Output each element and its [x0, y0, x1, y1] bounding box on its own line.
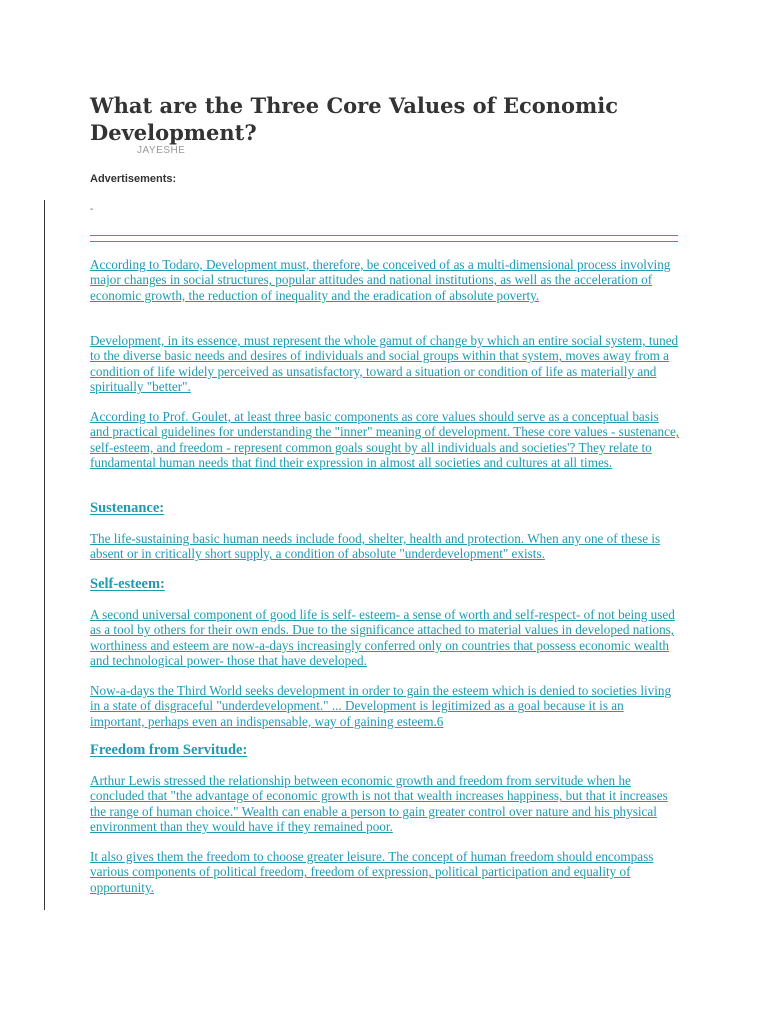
article-title: What are the Three Core Values of Economic Development? — [90, 93, 619, 145]
paragraph-third-world[interactable]: Now-a-days the Third World seeks development in order to gain the esteem which is denied to societies living in a state of disgraceful "underdevelopment." ... Development is legitimized as a goal because it is an important, perhaps even an indispensable, way of gaining esteem.6 — [90, 683, 672, 729]
paragraph-arthur-lewis[interactable]: Arthur Lewis stressed the relationship between economic growth and freedom from servitude when he concluded that "the advantage of economic growth is not that wealth increases happiness, but that it increases the range of human choice." Wealth can enable a person to gain greater control over nature and his physical environment than they would have if they remained poor. — [90, 773, 668, 835]
author-name[interactable]: JAYESHE — [137, 145, 186, 156]
left-margin-rule — [44, 200, 45, 910]
paragraph-todaro[interactable]: According to Todaro, Development must, therefore, be conceived of as a multi-dimensional process involving major changes in social structures, popular attitudes and national institutions, as well as the acceleration of economic growth, the reduction of inequality and the eradication of absolute poverty. — [90, 257, 671, 303]
paragraph-goulet[interactable]: According to Prof. Goulet, at least three basic components as core values should serve as a conceptual basis and practical guidelines for understanding the "inner" meaning of development. These core values - sustenance, self-esteem, and freedom - represent common goals sought by all individuals and societies'? They relate to fundamental human needs that find their expression in almost all societies and cultures at all times. — [90, 409, 680, 471]
heading-freedom[interactable]: Freedom from Servitude: — [90, 742, 248, 758]
paragraph-freedom-leisure[interactable]: It also gives them the freedom to choose greater leisure. The concept of human freedom should encompass various components of political freedom, freedom of expression, political participation and equality of opportunity. — [90, 849, 654, 895]
paragraph-self-esteem[interactable]: A second universal component of good life is self- esteem- a sense of worth and self-respect- of not being used as a tool by others for their own ends. Due to the significance attached to material values in developed nations, worthiness and esteem are now-a-days increasingly conferred only on countries that possess economic wealth and technological power- those that have developed. — [90, 607, 675, 669]
paragraph-development-essence[interactable]: Development, in its essence, must represent the whole gamut of change by which an entire social system, tuned to the diverse basic needs and desires of individuals and social groups within that system, moves away from a condition of life widely perceived as unsatisfactory, toward a situation or condition of life as materially and spiritually "better". — [90, 333, 679, 395]
advertisements-label: Advertisements: — [90, 173, 177, 185]
heading-sustenance[interactable]: Sustenance: — [90, 500, 165, 516]
ad-placeholder: - — [90, 204, 94, 215]
divider-top — [90, 235, 678, 236]
divider-bottom — [90, 241, 678, 242]
paragraph-sustenance[interactable]: The life-sustaining basic human needs include food, shelter, health and protection. When any one of these is absent or in critically short supply, a condition of absolute "underdevelopment" exists. — [90, 531, 661, 562]
heading-self-esteem[interactable]: Self-esteem: — [90, 576, 165, 592]
